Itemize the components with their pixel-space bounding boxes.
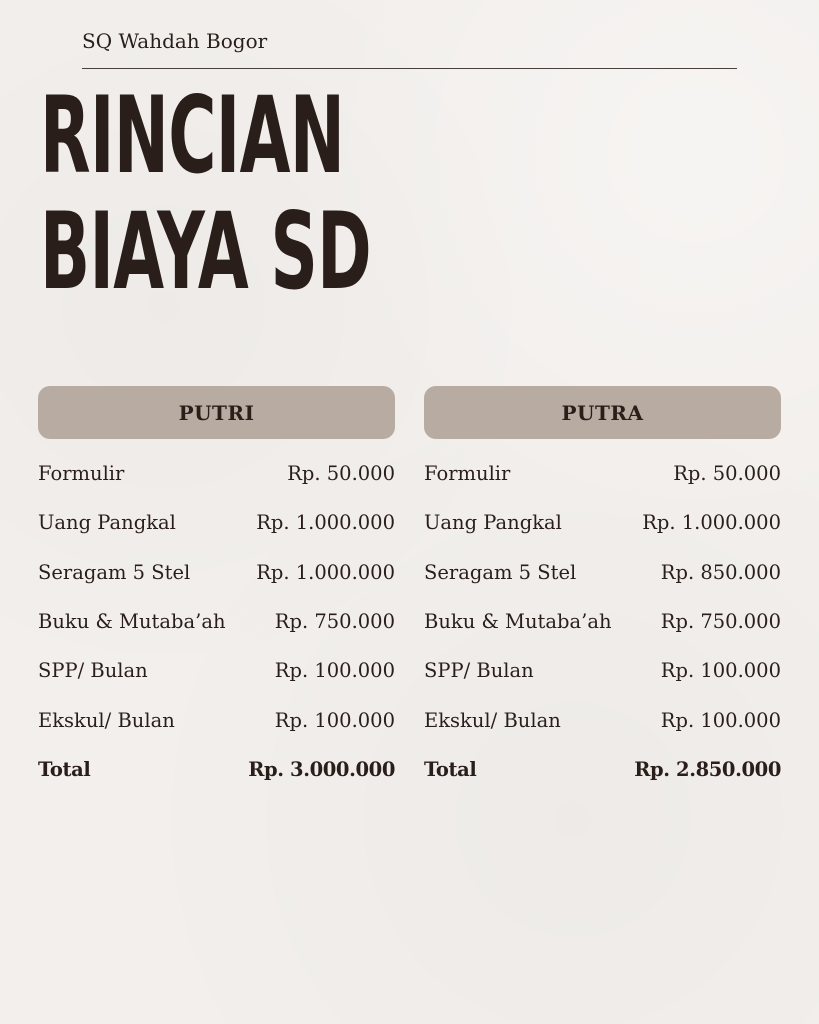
item-price: Rp. 750.000	[660, 610, 781, 634]
item-label: Uang Pangkal	[38, 511, 176, 535]
total-row	[38, 745, 395, 794]
price-row	[424, 695, 781, 744]
item-price: Rp. 100.000	[274, 708, 395, 732]
price-row	[38, 646, 395, 695]
item-label: SPP/ Bulan	[424, 659, 534, 683]
item-price: Rp. 100.000	[660, 659, 781, 683]
total-price: Rp. 3.000.000	[248, 757, 395, 781]
price-list-putri	[38, 449, 395, 794]
item-label: Ekskul/ Bulan	[38, 708, 175, 732]
item-price: Rp. 750.000	[274, 610, 395, 634]
price-table-putra	[424, 386, 781, 794]
header-divider	[82, 68, 737, 69]
item-price: Rp. 50.000	[673, 462, 781, 486]
brand-name: SQ Wahdah Bogor	[82, 29, 268, 53]
item-price: Rp. 1.000.000	[642, 511, 781, 535]
column-header-putri: PUTRI	[38, 386, 395, 439]
item-price: Rp. 100.000	[274, 659, 395, 683]
item-label: Seragam 5 Stel	[424, 560, 577, 584]
item-price: Rp. 100.000	[660, 708, 781, 732]
item-label: Formulir	[38, 462, 125, 486]
item-label: Formulir	[424, 462, 511, 486]
price-row	[38, 498, 395, 547]
price-row	[424, 548, 781, 597]
price-list-putra	[424, 449, 781, 794]
item-price: Rp. 850.000	[660, 560, 781, 584]
item-price: Rp. 50.000	[287, 462, 395, 486]
item-label: Seragam 5 Stel	[38, 560, 191, 584]
total-label: Total	[424, 757, 477, 781]
price-row	[424, 646, 781, 695]
column-header-putra: PUTRA	[424, 386, 781, 439]
price-table-putri	[38, 386, 395, 794]
item-label: SPP/ Bulan	[38, 659, 148, 683]
total-label: Total	[38, 757, 91, 781]
total-row	[424, 745, 781, 794]
price-row	[424, 597, 781, 646]
item-label: Buku & Mutaba’ah	[38, 610, 226, 634]
item-price: Rp. 1.000.000	[256, 511, 395, 535]
page-title	[40, 74, 372, 313]
item-label: Uang Pangkal	[424, 511, 562, 535]
price-row	[38, 449, 395, 498]
price-row	[424, 498, 781, 547]
total-price: Rp. 2.850.000	[634, 757, 781, 781]
item-label: Ekskul/ Bulan	[424, 708, 561, 732]
price-row	[38, 695, 395, 744]
page-title-line-2: BIAYA SD	[40, 190, 372, 313]
item-label: Buku & Mutaba’ah	[424, 610, 612, 634]
page-title-line-1: RINCIAN	[40, 74, 345, 197]
price-row	[38, 548, 395, 597]
item-price: Rp. 1.000.000	[256, 560, 395, 584]
price-row	[38, 597, 395, 646]
price-row	[424, 449, 781, 498]
